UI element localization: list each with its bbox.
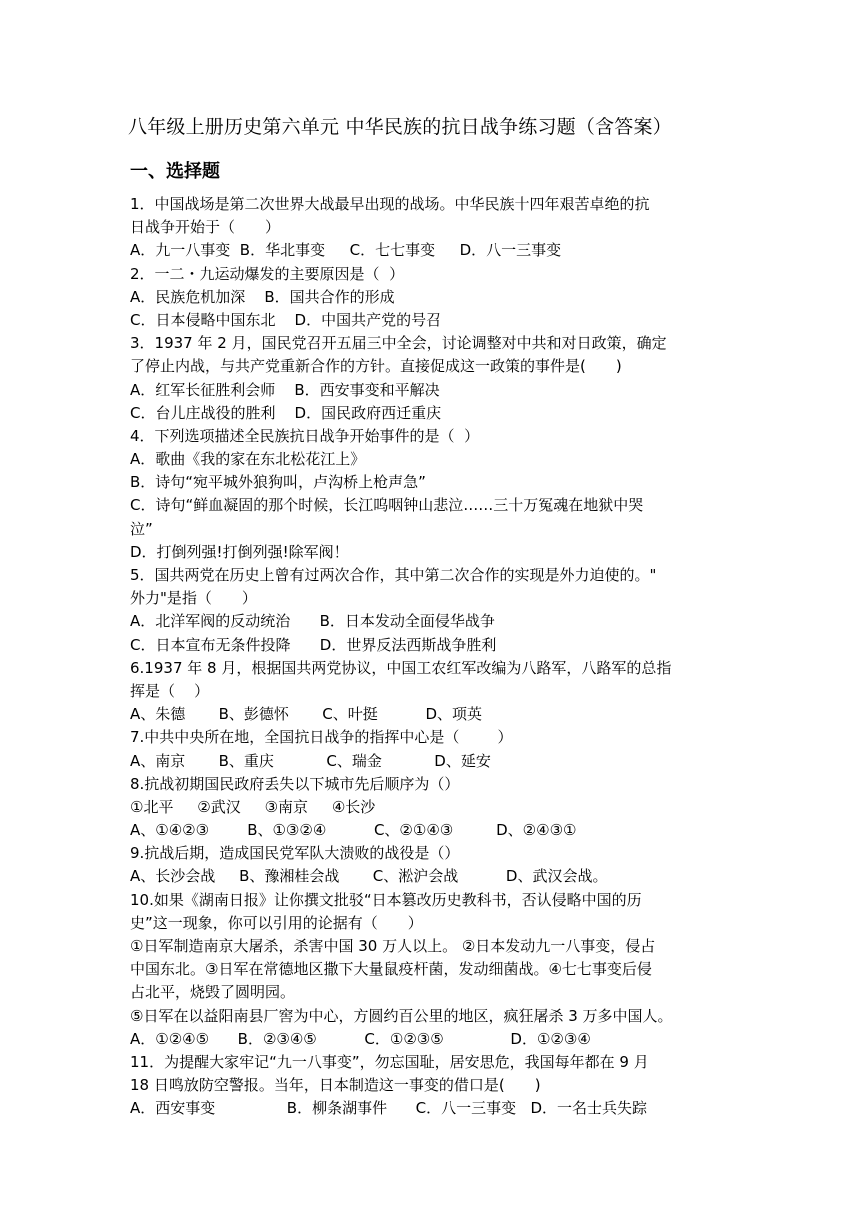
- text-line: A．歌曲《我的家在东北松花江上》: [130, 450, 366, 469]
- text-line: 9.抗战后期，造成国民党军队大溃败的战役是（）: [130, 844, 460, 863]
- text-line: ①日军制造南京大屠杀，杀害中国 30 万人以上。 ②日本发动九一八事变，侵占: [130, 937, 656, 955]
- text-line: 8.抗战初期国民政府丢失以下城市先后顺序为（）: [130, 774, 460, 793]
- text-line: 了停止内战，与共产党重新合作的方针。直接促成这一政策的事件是( ): [130, 357, 622, 376]
- text-line: ①北平 ②武汉 ③南京 ④长沙: [130, 797, 376, 816]
- text-line: 18 日鸣放防空警报。当年，日本制造这一事变的借口是( ): [130, 1076, 541, 1095]
- text-line: A．民族危机加深 B．国共合作的形成: [130, 287, 395, 306]
- text-line: A、南京 B、重庆 C、瑞金 D、延安: [130, 751, 491, 770]
- text-line: 6.1937 年 8 月，根据国共两党协议，中国工农红军改编为八路军，八路军的总指: [130, 658, 672, 677]
- text-line: C．日本宣布无条件投降 D．世界反法西斯战争胜利: [130, 635, 497, 654]
- text-line: A、朱德 B、彭德怀 C、叶挺 D、项英: [130, 705, 483, 724]
- question-list: [130, 193, 735, 1121]
- text-line: A．①②④⑤ B．②③④⑤ C．①②③⑤ D．①②③④: [130, 1029, 591, 1048]
- text-line: C．日本侵略中国东北 D．中国共产党的号召: [130, 310, 442, 329]
- text-line: A、长沙会战 B、豫湘桂会战 C、淞沪会战 D、武汉会战。: [130, 867, 608, 886]
- text-line: 中国东北。③日军在常德地区撒下大量鼠疫杆菌，发动细菌战。④七七事变后侵: [130, 960, 652, 979]
- text-line: 7.中共中央所在地，全国抗日战争的指挥中心是（ ）: [130, 728, 513, 747]
- text-line: A、①④②③ B、①③②④ C、②①④③ D、②④③①: [130, 821, 577, 840]
- text-line: A．九一八事变 B．华北事变 C．七七事变 D．八一三事变: [130, 241, 562, 260]
- text-line: A．西安事变 B．柳条湖事件 C．八一三事变 D．一名士兵失踪: [130, 1099, 648, 1118]
- text-line: 日战争开始于（ ）: [130, 218, 281, 237]
- text-line: 2．一二・九运动爆发的主要原因是（ ）: [130, 264, 405, 283]
- text-line: 史”这一现象，你可以引用的论据有（ ）: [130, 913, 423, 932]
- text-line: B．诗句“宛平城外狼狗叫，卢沟桥上枪声急”: [130, 473, 426, 492]
- text-line: 10.如果《湖南日报》让你撰文批驳“日本篡改历史教科书，否认侵略中国的历: [130, 890, 642, 909]
- text-line: D．打倒列强!打倒列强!除军阀！: [130, 542, 349, 561]
- text-line: 外力"是指（ ）: [130, 589, 257, 608]
- text-line: 11．为提醒大家牢记“九一八事变”，勿忘国耻，居安思危，我国每年都在 9 月: [130, 1052, 649, 1071]
- text-line: 4．下列选项描述全民族抗日战争开始事件的是（ ）: [130, 426, 480, 445]
- text-line: C．诗句“鲜血凝固的那个时候，长江呜咽钟山悲泣……三十万冤魂在地狱中哭: [130, 496, 644, 515]
- text-line: A．北洋军阀的反动统治 B．日本发动全面侵华战争: [130, 612, 495, 631]
- text-line: ⑤日军在以益阳南县厂窖为中心，方圆约百公里的地区，疯狂屠杀 3 万多中国人。: [130, 1006, 673, 1025]
- document-title: 八年级上册历史第六单元 中华民族的抗日战争练习题（含答案）: [128, 116, 672, 138]
- text-line: 3．1937 年 2 月，国民党召开五届三中全会，讨论调整对中共和对日政策，确定: [130, 334, 667, 353]
- text-line: 挥是（ ）: [130, 681, 210, 700]
- text-line: C．台儿庄战役的胜利 D．国民政府西迁重庆: [130, 403, 442, 422]
- text-line: A．红军长征胜利会师 B．西安事变和平解决: [130, 380, 440, 399]
- section-heading: 一、选择题: [130, 161, 220, 182]
- text-line: 占北平，烧毁了圆明园。: [130, 983, 296, 1002]
- text-line: 泣”: [130, 519, 153, 538]
- text-line: 5．国共两党在历史上曾有过两次合作，其中第二次合作的实现是外力迫使的。": [130, 566, 657, 584]
- text-line: 1．中国战场是第二次世界大战最早出现的战场。中华民族十四年艰苦卓绝的抗: [130, 195, 650, 213]
